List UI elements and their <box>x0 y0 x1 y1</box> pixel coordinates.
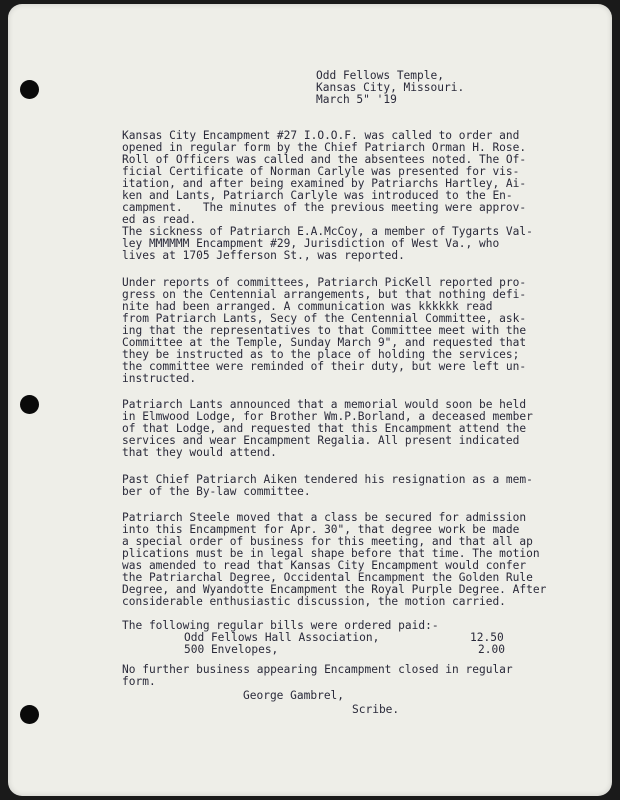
paragraph-line: Patriarch Lants announced that a memorial would soon be held <box>122 398 527 411</box>
paragraph-line: ber of the By-law committee. <box>122 485 311 498</box>
paragraph-line: a special order of business for this meeting, and that all ap <box>122 535 533 548</box>
paragraph-line: services and wear Encampment Regalia. All present indicated <box>122 434 520 447</box>
paragraph-line: was amended to read that Kansas City Encampment would confer <box>122 559 527 572</box>
paragraph-line: nite had been arranged. A communication was kkkkkk read <box>122 300 493 313</box>
paragraph-line: form. <box>122 675 156 688</box>
paragraph-line: Under reports of committees, Patriarch PicKell reported pro- <box>122 276 527 289</box>
paragraph-line: Patriarch Steele moved that a class be secured for admission <box>122 511 527 524</box>
bill-amount: 12.50 <box>470 631 504 644</box>
signature-name: George Gambrel, <box>243 689 345 702</box>
bill-name: Odd Fellows Hall Association, <box>184 631 380 644</box>
binder-hole <box>20 705 39 724</box>
signature-title: Scribe. <box>352 703 400 716</box>
binder-hole <box>20 395 39 414</box>
paragraph-line: ed as read. <box>122 213 197 226</box>
paragraph-line: gress on the Centennial arrangements, but that nothing defi- <box>122 288 527 301</box>
header-date: March 5" '19 <box>316 93 397 106</box>
paragraph-line: of that Lodge, and requested that this Encampment attend the <box>122 422 527 435</box>
paragraph-line: opened in regular form by the Chief Patriarch Orman H. Rose. <box>122 141 527 154</box>
paragraph-line: the committee were reminded of their duty, but were left un- <box>122 360 527 373</box>
paragraph-line: itation, and after being examined by Patriarchs Hartley, Ai- <box>122 177 527 190</box>
header-city: Kansas City, Missouri. <box>316 81 465 94</box>
paragraph-line: considerable enthusiastic discussion, the motion carried. <box>122 595 506 608</box>
paragraph-line: Roll of Officers was called and the absentees noted. The Of- <box>122 153 527 166</box>
paragraph-line: in Elmwood Lodge, for Brother Wm.P.Borland, a deceased member <box>122 410 533 423</box>
bills-intro: The following regular bills were ordered paid:- <box>122 619 439 632</box>
paragraph-line: campment. The minutes of the previous meeting were approv- <box>122 201 527 214</box>
bill-name: 500 Envelopes, <box>184 643 279 656</box>
paragraph-line: that they would attend. <box>122 446 277 459</box>
paragraph-line: into this Encampment for Apr. 30", that degree work be made <box>122 523 520 536</box>
paragraph-line: ley MMMMMM Encampment #29, Jurisdiction of West Va., who <box>122 237 500 250</box>
paragraph-line: Committee at the Temple, Sunday March 9", and requested that <box>122 336 527 349</box>
paragraph-line: lives at 1705 Jefferson St., was reported. <box>122 249 405 262</box>
paragraph-line: ken and Lants, Patriarch Carlyle was introduced to the En- <box>122 189 513 202</box>
bill-amount: 2.00 <box>478 643 505 656</box>
paragraph-line: Past Chief Patriarch Aiken tendered his resignation as a mem- <box>122 473 533 486</box>
paragraph-line: plications must be in legal shape before that time. The motion <box>122 547 540 560</box>
paragraph-line: Kansas City Encampment #27 I.O.O.F. was called to order and <box>122 129 520 142</box>
paragraph-line: from Patriarch Lants, Secy of the Centennial Committee, ask- <box>122 312 527 325</box>
header-place: Odd Fellows Temple, <box>316 69 444 82</box>
paragraph-line: instructed. <box>122 372 197 385</box>
paragraph-line: No further business appearing Encampment closed in regular <box>122 663 513 676</box>
paragraph-line: ing that the representatives to that Committee meet with the <box>122 324 527 337</box>
paragraph-line: they be instructed as to the place of holding the services; <box>122 348 520 361</box>
paragraph-line: ficial Certificate of Norman Carlyle was presented for vis- <box>122 165 520 178</box>
paragraph-line: the Patriarchal Degree, Occidental Encampment the Golden Rule <box>122 571 533 584</box>
paragraph-line: Degree, and Wyandotte Encampment the Royal Purple Degree. After <box>122 583 547 596</box>
paragraph-line: The sickness of Patriarch E.A.McCoy, a member of Tygarts Val- <box>122 225 533 238</box>
binder-hole <box>20 80 39 99</box>
